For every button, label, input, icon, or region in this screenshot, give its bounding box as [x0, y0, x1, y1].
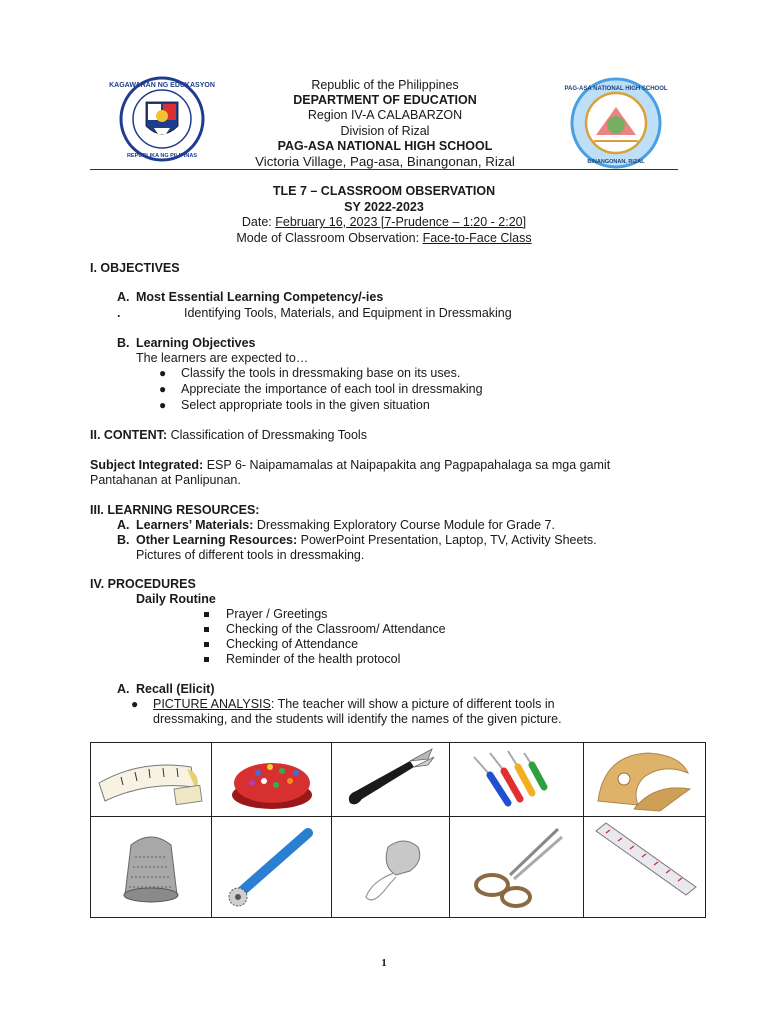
french-curve-icon — [584, 743, 706, 817]
seam-ripper-icon — [450, 743, 584, 817]
date-value: February 16, 2023 [7-Prudence – 1:20 - 2:20] — [275, 215, 527, 229]
objective-a-label: A. — [117, 290, 130, 304]
scissors-icon — [450, 817, 584, 917]
routine-item: Prayer / Greetings — [226, 607, 328, 621]
tracing-wheel-picture — [212, 817, 332, 917]
subject-label: Subject Integrated: — [90, 458, 204, 472]
school-name: PAG-ASA NATIONAL HIGH SCHOOL — [277, 138, 493, 153]
recall-title: Recall (Elicit) — [136, 682, 215, 696]
objective-item: Appreciate the importance of each tool in dressmaking — [181, 382, 483, 396]
analysis-text-1: : The teacher will show a picture of different tools in — [270, 697, 555, 711]
measuring-tape-icon — [91, 743, 212, 817]
thread-clipper-icon — [332, 743, 450, 817]
school-logo-bottom-text: BINANGONAN, RIZAL — [587, 159, 645, 165]
bullet-dot-icon: ● — [159, 398, 167, 412]
page-number: 1 — [381, 957, 387, 969]
bullet-dot-icon: ● — [159, 366, 167, 380]
school-year: SY 2022-2023 — [344, 199, 424, 214]
objective-a-dot: . — [117, 306, 121, 320]
school-logo-text: PAG-ASA NATIONAL HIGH SCHOOL — [564, 86, 668, 92]
recall-label: A. — [117, 682, 130, 696]
header-divider — [90, 169, 678, 170]
objective-b-label: B. — [117, 336, 130, 350]
department-line: DEPARTMENT OF EDUCATION — [293, 93, 477, 108]
mode-label: Mode of Classroom Observation: — [236, 230, 423, 245]
pin-cushion-picture — [212, 743, 332, 817]
objectives-heading: I. OBJECTIVES — [90, 261, 180, 275]
resource-b-line — [136, 533, 597, 548]
thimble-picture — [91, 817, 212, 917]
square-bullet-icon — [204, 627, 209, 632]
objective-a-text: Identifying Tools, Materials, and Equipment in Dressmaking — [184, 306, 512, 320]
division-line: Division of Rizal — [340, 123, 430, 138]
analysis-line-1 — [153, 697, 555, 712]
tools-picture-grid — [90, 742, 706, 918]
square-bullet-icon — [204, 642, 209, 647]
date-line — [90, 215, 678, 231]
resource-a-label: A. — [117, 518, 130, 532]
mode-value: Face-to-Face Class — [422, 230, 532, 245]
school-address: Victoria Village, Pag-asa, Binangonan, Rizal — [255, 154, 515, 170]
content-line — [90, 428, 367, 443]
thimble-icon — [91, 817, 212, 917]
routine-item: Checking of the Classroom/ Attendance — [226, 622, 446, 636]
deped-seal-logo — [106, 76, 218, 162]
deped-logo-text: KAGAWARAN NG EDUKASYON — [109, 82, 215, 89]
resource-a-title: Learners’ Materials: — [136, 518, 254, 532]
measuring-tape-picture — [91, 743, 212, 817]
subject-text-2: Pantahanan at Panlipunan. — [90, 473, 241, 487]
subject-line-1 — [90, 458, 610, 473]
title-block — [90, 184, 678, 246]
resource-b-text-2: Pictures of different tools in dressmaking. — [136, 548, 365, 562]
daily-routine-title: Daily Routine — [136, 592, 216, 606]
mode-line — [90, 231, 678, 247]
bullet-dot-icon: ● — [159, 382, 167, 396]
tracing-wheel-icon — [212, 817, 332, 917]
region-line: Region IV-A CALABARZON — [307, 108, 463, 123]
objective-a-title: Most Essential Learning Competency/-ies — [136, 290, 384, 304]
ruler-icon — [584, 817, 706, 917]
resource-a-line — [136, 518, 555, 533]
resource-b-label: B. — [117, 533, 130, 547]
bullet-dot-icon: ● — [131, 697, 139, 711]
resource-b-text: PowerPoint Presentation, Laptop, TV, Activity Sheets. — [297, 533, 597, 547]
resource-b-title: Other Learning Resources: — [136, 533, 298, 547]
analysis-label: PICTURE ANALYSIS — [153, 697, 271, 711]
thread-clipper-picture — [332, 743, 450, 817]
objective-b-intro: The learners are expected to… — [136, 351, 309, 365]
resource-a-text: Dressmaking Exploratory Course Module for Grade 7. — [253, 518, 555, 532]
pin-cushion-icon — [212, 743, 332, 817]
routine-item: Reminder of the health protocol — [226, 652, 401, 666]
republic-line: Republic of the Philippines — [311, 78, 459, 92]
letterhead — [220, 78, 550, 169]
needle-threader-icon — [332, 817, 450, 917]
objective-b-title: Learning Objectives — [136, 336, 256, 350]
square-bullet-icon — [204, 612, 209, 617]
seam-rippers-picture — [450, 743, 584, 817]
school-seal-logo — [558, 77, 674, 169]
date-label: Date: — [241, 215, 276, 229]
deped-logo-bottom-text: REPUBLIKA NG PILIPINAS — [126, 153, 198, 159]
ruler-picture — [584, 817, 706, 917]
resources-heading: III. LEARNING RESOURCES: — [90, 503, 260, 517]
routine-item: Checking of Attendance — [226, 637, 359, 651]
subject-text-1: ESP 6- Naipamamalas at Naipapakita ang Pagpapahalaga sa mga gamit — [203, 458, 611, 472]
objective-item: Classify the tools in dressmaking base on its uses. — [181, 366, 461, 380]
french-curves-picture — [584, 743, 706, 817]
needle-threader-picture — [332, 817, 450, 917]
analysis-text-2: dressmaking, and the students will identify the names of the given picture. — [153, 712, 562, 726]
square-bullet-icon — [204, 657, 209, 662]
doc-title: TLE 7 – CLASSROOM OBSERVATION — [272, 184, 496, 198]
procedures-heading: IV. PROCEDURES — [90, 577, 196, 591]
objective-item: Select appropriate tools in the given situation — [181, 398, 430, 412]
embroidery-scissors-picture — [450, 817, 584, 917]
content-text: Classification of Dressmaking Tools — [167, 428, 367, 442]
content-label: II. CONTENT: — [90, 428, 168, 442]
